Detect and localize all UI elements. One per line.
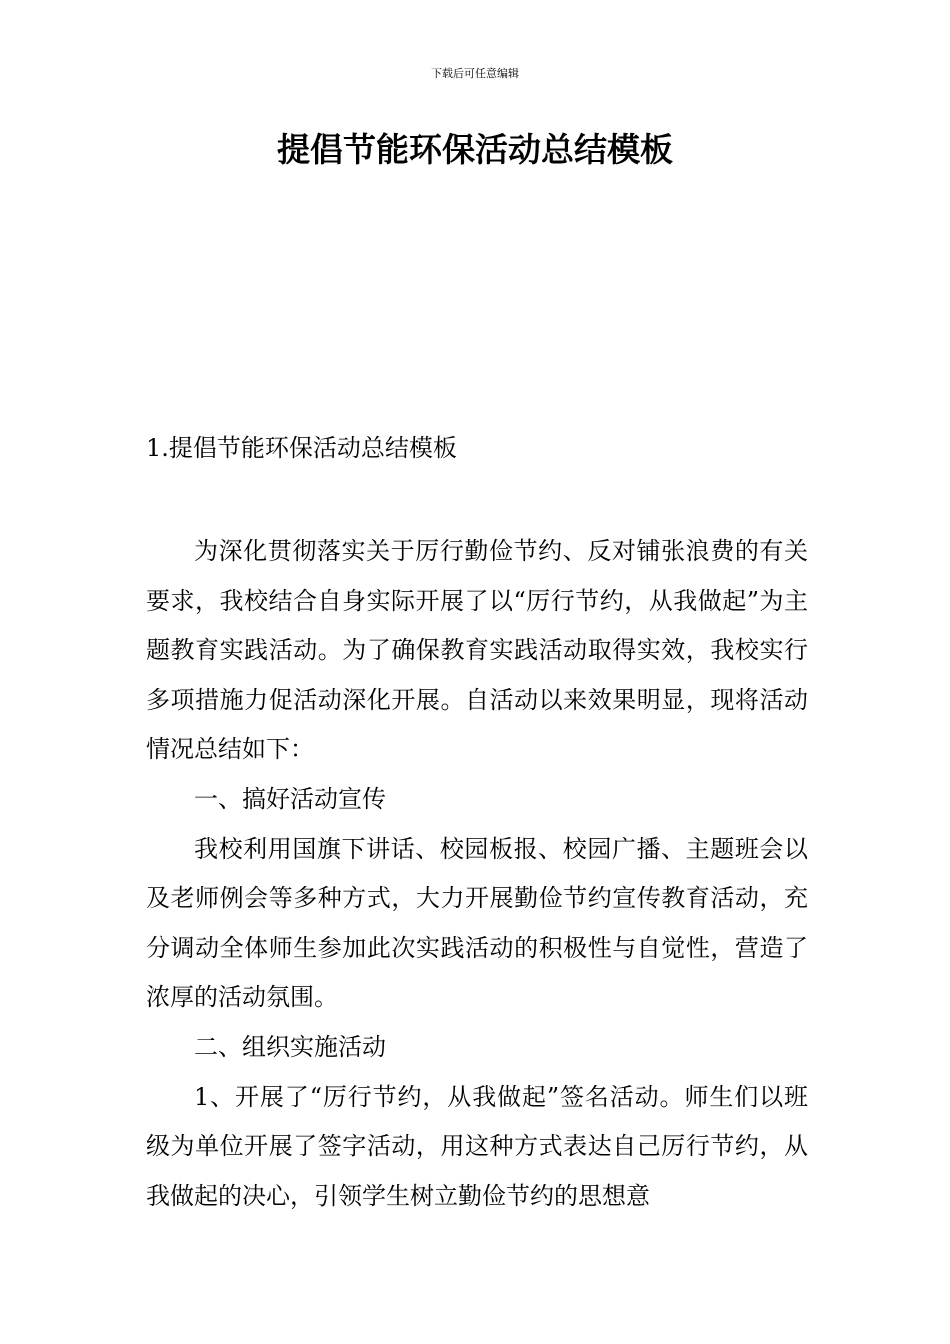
document-body <box>146 527 808 1221</box>
section-heading: 1.提倡节能环保活动总结模板 <box>146 434 457 462</box>
subheading-implementation: 二、组织实施活动 <box>194 1032 386 1061</box>
intro-paragraph: 为深化贯彻落实关于厉行勤俭节约、反对铺张浪费的有关要求，我校结合自身实际开展了以“厉行节约，从我做起”为主题教育实践活动。为了确保教育实践活动取得实效，我校实行多项措施力促活动深化开展。自活动以来效果明显，现将活动情况总结如下： <box>146 537 808 764</box>
subheading-publicity: 一、搞好活动宣传 <box>194 784 386 813</box>
document-title: 提倡节能环保活动总结模板 <box>277 130 673 169</box>
publicity-paragraph: 我校利用国旗下讲话、校园板报、校园广播、主题班会以及老师例会等多种方式，大力开展勤俭节约宣传教育活动，充分调动全体师生参加此次实践活动的积极性与自觉性，营造了浓厚的活动氛围。 <box>146 834 808 1012</box>
header-note: 下载后可任意编辑 <box>431 67 519 80</box>
implementation-paragraph: 1、开展了“厉行节约，从我做起”签名活动。师生们以班级为单位开展了签字活动，用这种方式表达自己厉行节约，从我做起的决心，引领学生树立勤俭节约的思想意 <box>146 1082 808 1210</box>
